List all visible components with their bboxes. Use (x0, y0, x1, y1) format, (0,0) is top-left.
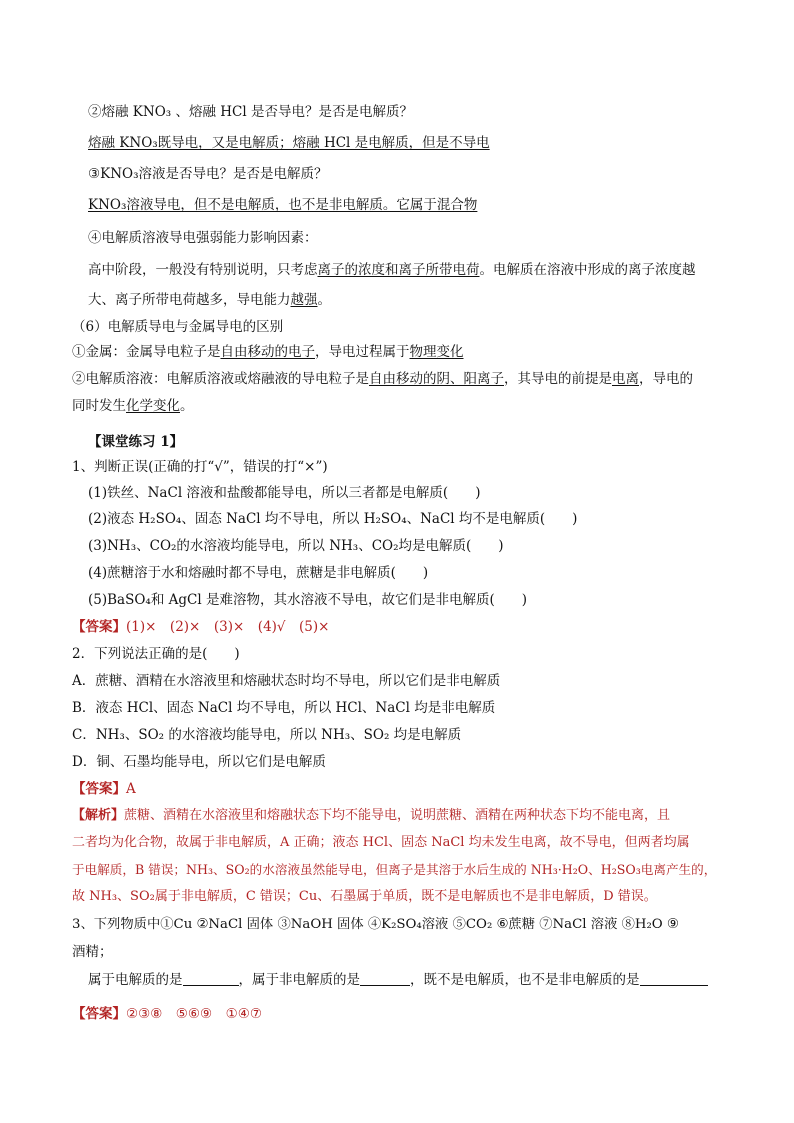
q1-item: (1)铁丝、NaCl 溶液和盐酸都能导电，所以三者都是电解质( ) (88, 485, 481, 501)
factors-underline-2: 越强 (290, 292, 318, 308)
factors-text-1b: 。电解质在溶液中形成的离子浓度越 (479, 262, 696, 278)
elec-underline-2: 电离 (612, 371, 639, 387)
q3-part-c: ，既不是电解质，也不是非电解质的是 (410, 972, 640, 988)
analysis-text-1: 蔗糖、酒精在水溶液里和熔融状态下均不能导电，说明蔗糖、酒精在两种状态下均不能电离，且 (124, 808, 671, 823)
question-molten: ②熔融 KNO₃ 、熔融 HCl 是否导电？是否是电解质？ (88, 104, 413, 120)
analysis-line (72, 806, 670, 826)
q3-part-a: 属于电解质的是 (88, 972, 183, 988)
q3-stem-line-1: 3、下列物质中①Cu ②NaCl 固体 ③NaOH 固体 ④K₂SO₄溶液 ⑤CO₂ ⑥蔗糖 ⑦NaCl 溶液 ⑧H₂O ⑨ (72, 917, 679, 932)
blank-nonelectrolyte[interactable] (360, 971, 410, 986)
q3-answer (72, 1004, 262, 1024)
analysis-line: 于电解质，B 错误；NH₃、SO₂的水溶液虽然能导电，但离子是其溶于水后生成的 NH₃·H₂O、H₂SO₃电离产生的， (72, 862, 717, 877)
metal-text-a: ①金属：金属导电粒子是 (72, 344, 221, 360)
q1-answer-text: (1)× (2)× (3)× (4)√ (5)× (126, 619, 330, 635)
electrolyte-conduction-line-2 (72, 396, 194, 416)
q3-answer-text: ②③⑧ ⑤⑥⑨ ①④⑦ (126, 1006, 262, 1022)
factors-line-2 (88, 290, 331, 310)
q2-option-a: A．蔗糖、酒精在水溶液里和熔融状态时均不导电，所以它们是非电解质 (72, 673, 501, 689)
electrolyte-conduction-line-1 (72, 369, 693, 389)
section6-title: （6）电解质导电与金属导电的区别 (72, 319, 284, 335)
q3-part-b: ，属于非电解质的是 (238, 972, 360, 988)
practice-heading: 【课堂练习 1】 (88, 434, 184, 450)
elec-underline-3: 化学变化 (126, 398, 180, 414)
q1-item: (3)NH₃、CO₂的水溶液均能导电，所以 NH₃、CO₂均是电解质( ) (88, 538, 504, 554)
q2-option-c: C．NH₃、SO₂ 的水溶液均能导电，所以 NH₃、SO₂ 均是电解质 (72, 727, 462, 743)
q2-answer (72, 779, 136, 799)
analysis-label: 【解析】 (72, 808, 125, 823)
question-solution: ③KNO₃溶液是否导电？是否是电解质？ (88, 166, 328, 182)
q1-stem: 1、判断正误(正确的打“√”，错误的打“×”) (72, 459, 328, 475)
blank-neither[interactable] (640, 971, 708, 986)
factors-text-2b: 。 (317, 292, 331, 308)
elec-text-b: ，其导电的前提是 (504, 371, 612, 387)
q1-item: (2)液态 H₂SO₄、固态 NaCl 均不导电，所以 H₂SO₄、NaCl 均不是电解质( ) (88, 511, 578, 527)
answer-label: 【答案】 (72, 619, 126, 635)
q2-option-b: B．液态 HCl、固态 NaCl 均不导电，所以 HCl、NaCl 均是非电解质 (72, 700, 496, 716)
analysis-line: 故 NH₃、SO₂属于非电解质，C 错误；Cu、石墨属于单质，既不是电解质也不是非电解质，D 错误。 (72, 889, 657, 904)
metal-text-b: ，导电过程属于 (315, 344, 410, 360)
blank-electrolyte[interactable] (183, 971, 239, 986)
q1-answer (72, 617, 329, 637)
answer-label: 【答案】 (72, 1006, 126, 1022)
metal-underline-1: 自由移动的电子 (220, 344, 315, 360)
q2-option-d: D．铜、石墨均能导电，所以它们是电解质 (72, 754, 326, 770)
metal-underline-2: 物理变化 (409, 344, 464, 360)
elec-text-c: ，导电的 (639, 371, 693, 387)
factors-heading: ④电解质溶液导电强弱能力影响因素： (88, 230, 318, 246)
elec-underline-1: 自由移动的阴、阳离子 (369, 371, 504, 387)
answer-molten: 熔融 KNO₃既导电，又是电解质；熔融 HCl 是电解质，但是不导电 (88, 135, 490, 151)
q1-item: (5)BaSO₄和 AgCl 是难溶物，其水溶液不导电，故它们是非电解质( ) (88, 592, 527, 608)
q3-stem-line-2: 酒精； (72, 944, 113, 960)
factors-text-2a: 大、离子所带电荷越多，导电能力 (88, 292, 291, 308)
q3-blanks-line (88, 970, 708, 990)
q1-item: (4)蔗糖溶于水和熔融时都不导电，蔗糖是非电解质( ) (88, 565, 429, 581)
analysis-line: 二者均为化合物，故属于非电解质，A 正确；液态 HCl、固态 NaCl 均未发生电离，故不导电，但两者均属 (72, 835, 690, 850)
q2-answer-text: A (126, 781, 136, 797)
metal-conduction (72, 342, 464, 362)
factors-underline-1: 离子的浓度和离子所带电荷 (317, 262, 480, 278)
q2-stem: 2．下列说法正确的是( ) (72, 646, 240, 662)
elec-text-2a: 同时发生 (72, 398, 126, 414)
elec-text-a: ②电解质溶液：电解质溶液或熔融液的导电粒子是 (72, 371, 369, 387)
answer-label: 【答案】 (72, 781, 126, 797)
factors-text-1a: 高中阶段，一般没有特别说明，只考虑 (88, 262, 318, 278)
elec-text-2b: 。 (180, 398, 194, 414)
answer-solution: KNO₃溶液导电，但不是电解质，也不是非电解质。它属于混合物 (88, 197, 478, 213)
factors-line-1 (88, 260, 696, 280)
